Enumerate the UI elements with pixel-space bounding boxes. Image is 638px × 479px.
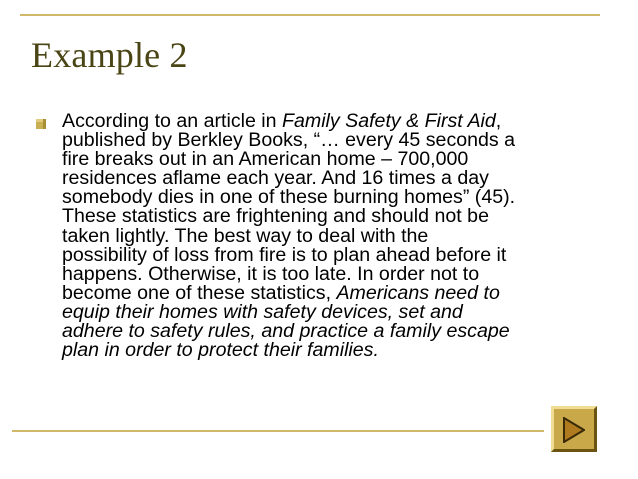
square-bullet-icon — [36, 119, 46, 129]
body-text-emphasis: Americans need to equip their homes with safety devices, set and adhere to safety rules, and practice a family escape plan in order to protect their families. — [62, 281, 510, 362]
body-text-main: , published by Berkley Books, “… every 45 seconds a fire breaks out in an American home – 700,000 residences aflame each year. And 16 times a day somebody dies in one of these burning homes” (45). These statistics are frightening and should not be taken lightly. The best way to deal with the possibility of loss from fire is to plan ahead before it happens. Otherwise, it is too late. In order not to become one of these statistics, — [62, 110, 516, 304]
slide-title: Example 2 — [31, 35, 188, 75]
top-divider — [20, 14, 600, 16]
next-slide-button[interactable] — [551, 406, 597, 452]
body-paragraph — [62, 112, 610, 360]
publication-title: Family Safety & First Aid — [282, 110, 496, 132]
body-text-lead: According to an article in — [62, 110, 282, 132]
play-arrow-icon — [563, 417, 585, 443]
bottom-divider — [12, 430, 544, 432]
